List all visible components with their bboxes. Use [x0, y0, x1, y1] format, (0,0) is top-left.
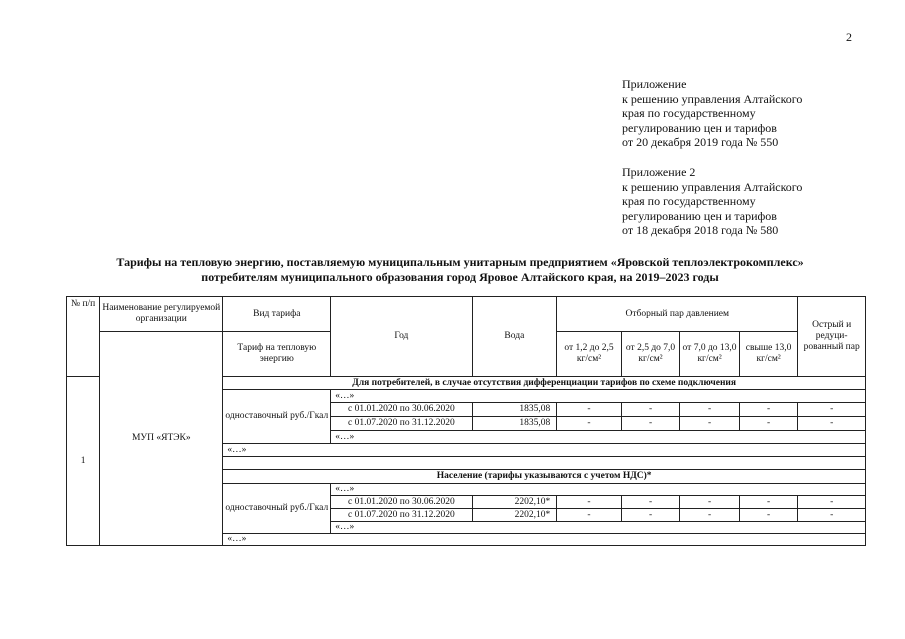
dash-cell: - — [739, 417, 798, 431]
ellipsis-row: «…» — [331, 390, 866, 403]
header-steam: Отборный пар давлением — [557, 297, 798, 332]
blank-row — [223, 457, 866, 470]
appendix-2-line: края по государственному — [622, 194, 756, 209]
header-sharp-steam: Острый и редуци-рованный пар — [798, 297, 866, 377]
water-value: 1835,08 — [472, 403, 557, 417]
period-cell: с 01.07.2020 по 31.12.2020 — [331, 417, 472, 431]
dash-cell: - — [798, 496, 866, 509]
dash-cell: - — [798, 417, 866, 431]
period-cell: с 01.07.2020 по 31.12.2020 — [331, 509, 472, 522]
dash-cell: - — [621, 403, 680, 417]
header-steam-col-1: от 1,2 до 2,5 кг/см² — [557, 332, 622, 377]
dash-cell: - — [680, 403, 740, 417]
appendix-2-line: регулированию цен и тарифов — [622, 208, 777, 223]
dash-cell: - — [739, 496, 798, 509]
dash-cell: - — [621, 417, 680, 431]
dash-cell: - — [557, 509, 622, 522]
appendix-1-line: к решению управления Алтайского — [622, 91, 803, 106]
appendix-1-title: Приложение — [622, 77, 687, 91]
appendix-2-line: к решению управления Алтайского — [622, 179, 803, 194]
dash-cell: - — [798, 403, 866, 417]
dash-cell: - — [680, 417, 740, 431]
appendix-block-2 — [622, 165, 802, 238]
dash-cell: - — [557, 417, 622, 431]
period-cell: с 01.01.2020 по 30.06.2020 — [331, 403, 472, 417]
document-title — [80, 255, 840, 284]
row-number: 1 — [67, 377, 100, 546]
dash-cell: - — [621, 509, 680, 522]
appendix-1-line: от 20 декабря 2019 года № 550 — [622, 135, 779, 150]
header-org: Наименование регулируемой организации — [100, 297, 223, 332]
header-steam-col-2: от 2,5 до 7,0 кг/см² — [621, 332, 680, 377]
tariff-table — [66, 296, 866, 546]
dash-cell: - — [621, 496, 680, 509]
period-cell: с 01.01.2020 по 30.06.2020 — [331, 496, 472, 509]
water-value: 2202,10* — [472, 509, 557, 522]
header-water: Вода — [472, 297, 557, 377]
ellipsis-row: «…» — [331, 484, 866, 496]
header-steam-col-4: свыше 13,0 кг/см² — [739, 332, 798, 377]
water-value: 1835,08 — [472, 417, 557, 431]
title-line-2: потребителям муниципального образования город Яровое Алтайского края, на 2019–2023 годы — [201, 269, 719, 284]
header-tariff-energy: Тариф на тепловую энергию — [223, 332, 331, 377]
tariff-type: одноставочный руб./Гкал — [223, 484, 331, 534]
dash-cell: - — [739, 509, 798, 522]
dash-cell: - — [739, 403, 798, 417]
header-tariff-kind: Вид тарифа — [223, 297, 331, 332]
org-name-text: МУП «ЯТЭК» — [131, 433, 191, 443]
header-year: Год — [331, 297, 472, 377]
dash-cell: - — [680, 509, 740, 522]
header-steam-col-3: от 7,0 до 13,0 кг/см² — [680, 332, 740, 377]
title-line-1: Тарифы на тепловую энергию, поставляемую муниципальным унитарным предприятием «Яровской теплоэлектрокомплекс» — [116, 255, 804, 269]
ellipsis-row: «…» — [223, 534, 866, 546]
dash-cell: - — [557, 403, 622, 417]
appendix-1-line: края по государственному — [622, 106, 756, 121]
section-heading: Население (тарифы указываются с учетом НДС)* — [223, 470, 866, 484]
ellipsis-row: «…» — [331, 431, 866, 444]
ellipsis-row: «…» — [223, 444, 866, 457]
dash-cell: - — [680, 496, 740, 509]
header-num: № п/п — [67, 297, 100, 377]
appendix-2-title: Приложение 2 — [622, 165, 696, 179]
dash-cell: - — [557, 496, 622, 509]
appendix-block-1 — [622, 77, 802, 150]
org-name — [100, 332, 223, 546]
section-heading: Для потребителей, в случае отсутствия дифференциации тарифов по схеме подключения — [223, 377, 866, 390]
ellipsis-row: «…» — [331, 522, 866, 534]
water-value: 2202,10* — [472, 496, 557, 509]
appendix-2-line: от 18 декабря 2018 года № 580 — [622, 223, 779, 238]
appendix-1-line: регулированию цен и тарифов — [622, 120, 777, 135]
dash-cell: - — [798, 509, 866, 522]
page-number: 2 — [846, 30, 852, 44]
tariff-type: одноставочный руб./Гкал — [223, 390, 331, 444]
